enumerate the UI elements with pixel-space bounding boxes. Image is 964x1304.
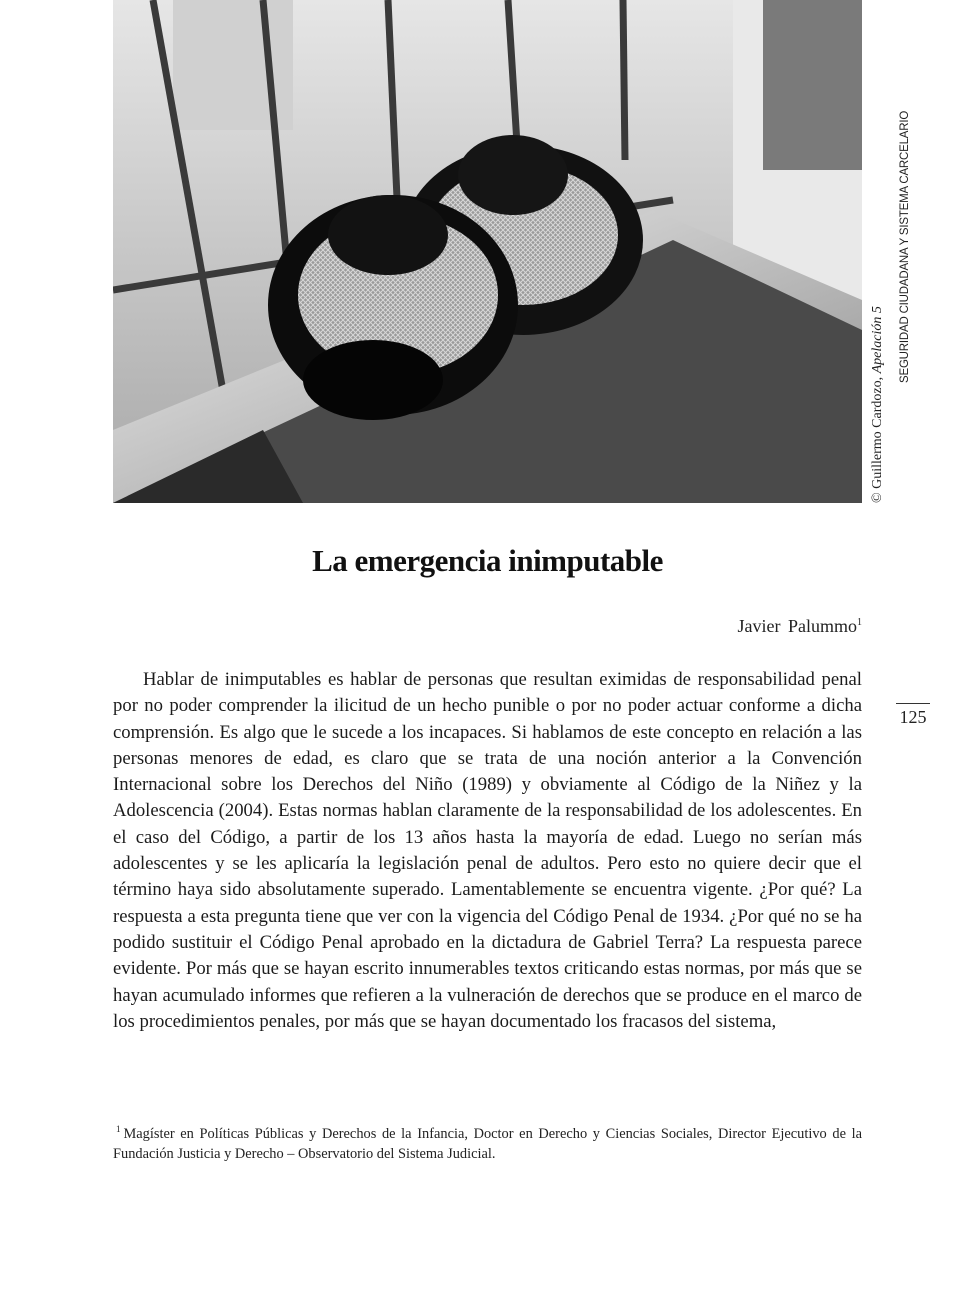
page-number: 125: [899, 707, 927, 727]
page-number-rule: [896, 703, 930, 704]
article-photo: [113, 0, 862, 503]
article-body: Hablar de inimputables es hablar de personas que resultan eximidas de responsabilidad penal por no poder comprender la ilicitud de un hecho punible o por no poder actuar conforme a dicha comprensión. Es algo que le sucede a los incapaces. Si hablamos de este concepto en relación a las personas menores de edad, es claro que se trata de una noción anterior a la Convención Internacional sobre los Derechos del Niño (1989) y obviamente al Código de la Niñez y la Adolescencia (2004). Estas normas hablan claramente de la responsabilidad de los adolescentes. En el caso del Código, a partir de los 13 años hasta la mayoría de edad. Luego no serían más adolescentes y se les aplicaría la legislación penal de adultos. Pero esto no quiere decir que el término haya sido absolutamente superado. Lamentablemente se encuentra vigente. ¿Por qué? La respuesta a esta pregunta tiene que ver con la vigencia del Código Penal de 1934. ¿Por qué no se ha podido sustituir el Código Penal aprobado en la dictadura de Gabriel Terra? La respuesta parece evidente. Por más que se hayan escrito innumerables textos criticando estas normas, por más que se hayan acumulado informes que refieren a la vulneración de derechos que se produce en el marco de los procedimientos penales, por más que se hayan documentado los fracasos del sistema,: [113, 669, 862, 1032]
shoes-on-window-sill-photo: [113, 0, 862, 503]
article-title: La emergencia inimputable: [312, 543, 663, 578]
author-footnote-ref[interactable]: 1: [857, 617, 862, 628]
author-name: Javier Palummo: [737, 616, 857, 636]
photo-credit: [868, 233, 888, 503]
footnote: [113, 1119, 862, 1164]
footnote-marker: 1: [116, 1124, 121, 1134]
photo-credit-author: © Guillermo Cardozo,: [870, 373, 885, 503]
photo-credit-source: Apelación 5: [870, 306, 885, 374]
section-label: SEGURIDAD CIUDADANA Y SISTEMA CARCELARIO: [899, 110, 911, 383]
footnote-text: Magíster en Políticas Públicas y Derechos de la Infancia, Doctor en Derecho y Ciencias Sociales, Director Ejecutivo de la Fundación Justicia y Derecho – Observatorio del Sistema Judicial.: [113, 1125, 862, 1162]
article-author: [738, 616, 862, 637]
